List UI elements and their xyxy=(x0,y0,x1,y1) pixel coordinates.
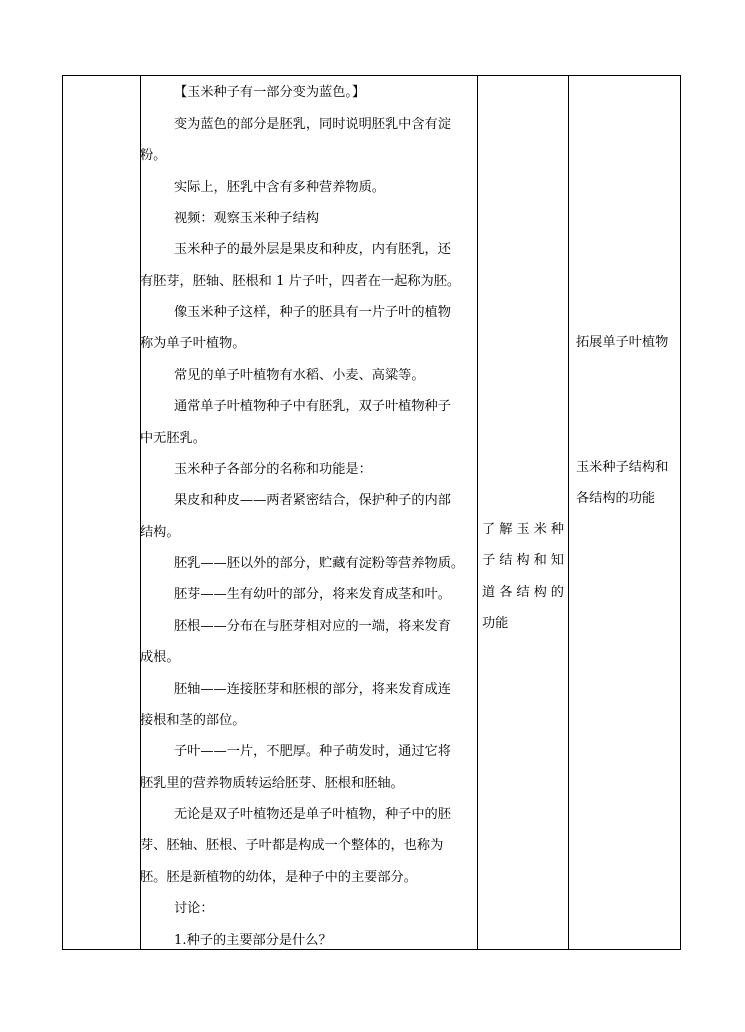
content-line: 玉米种子的最外层是果皮和种皮，内有胚乳，还 xyxy=(174,242,451,257)
content-line: 像玉米种子这样，种子的胚具有一片子叶的植物 xyxy=(174,305,451,320)
content-line: 接根和茎的部位。 xyxy=(140,713,246,728)
content-line: 1.种子的主要部分是什么？ xyxy=(174,933,332,948)
content-line: 果皮和种皮——两者紧密结合，保护种子的内部 xyxy=(174,493,451,508)
content-line: 【玉米种子有一部分变为蓝色。】 xyxy=(174,85,366,100)
objective-line: 功能 xyxy=(482,616,509,631)
content-line: 结构。 xyxy=(140,525,180,540)
content-line: 通常单子叶植物种子中有胚乳，双子叶植物种子 xyxy=(174,399,451,414)
content-line: 玉米种子各部分的名称和功能是： xyxy=(174,462,372,477)
content-line: 无论是双子叶植物还是单子叶植物，种子中的胚 xyxy=(174,807,451,822)
content-line: 有胚芽，胚轴、胚根和 1 片子叶，四者在一起称为胚。 xyxy=(140,274,461,289)
content-line: 胚乳——胚以外的部分，贮藏有淀粉等营养物质。 xyxy=(174,556,465,571)
content-line: 讨论： xyxy=(174,901,214,916)
content-line: 称为单子叶植物。 xyxy=(140,336,246,351)
column-divider-3 xyxy=(568,76,569,949)
content-line: 胚乳里的营养物质转运给胚芽、胚根和胚轴。 xyxy=(140,776,404,791)
content-line: 成根。 xyxy=(140,650,180,665)
objective-line: 了解玉米种 xyxy=(482,522,564,537)
content-line: 胚根——分布在与胚芽相对应的一端，将来发育 xyxy=(174,619,451,634)
content-line: 变为蓝色的部分是胚乳，同时说明胚乳中含有淀 xyxy=(174,117,451,132)
objective-line: 道各结构的 xyxy=(482,585,564,600)
teaching-content-column xyxy=(140,75,476,950)
content-line: 胚。胚是新植物的幼体，是种子中的主要部分。 xyxy=(140,870,417,885)
content-line: 中无胚乳。 xyxy=(140,431,206,446)
content-line: 常见的单子叶植物有水稻、小麦、高粱等。 xyxy=(174,368,425,383)
note-extend-monocot: 拓展单子叶植物 xyxy=(576,335,669,350)
content-line: 胚轴——连接胚芽和胚根的部分，将来发育成连 xyxy=(174,682,451,697)
content-line: 粉。 xyxy=(140,148,167,163)
content-line: 视频：观察玉米种子结构 xyxy=(174,211,320,226)
note-corn-structure: 各结构的功能 xyxy=(576,491,656,506)
content-line: 实际上，胚乳中含有多种营养物质。 xyxy=(174,180,385,195)
content-line: 芽、胚轴、胚根、子叶都是构成一个整体的，也称为 xyxy=(140,838,444,853)
content-line: 胚芽——生有幼叶的部分，将来发育成茎和叶。 xyxy=(174,587,451,602)
content-line: 子叶——一片，不肥厚。种子萌发时，通过它将 xyxy=(174,744,451,759)
objective-line: 子结构和知 xyxy=(482,553,564,568)
column-divider-2 xyxy=(477,76,478,949)
note-corn-structure: 玉米种子结构和 xyxy=(576,460,669,475)
